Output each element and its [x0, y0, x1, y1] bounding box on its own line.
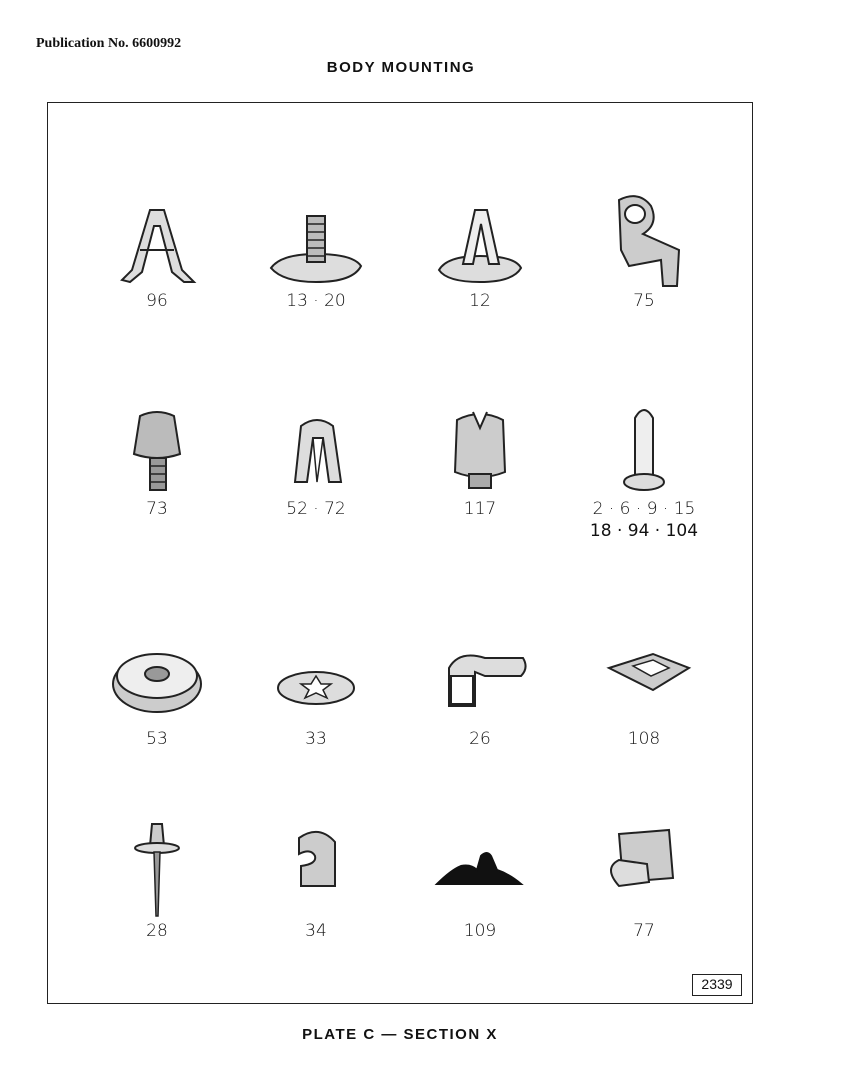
page-title: BODY MOUNTING [326, 59, 476, 76]
stud-plate-icon [261, 190, 371, 290]
part-label: 12 [469, 291, 491, 311]
part-item [226, 820, 406, 942]
star-washer-icon [261, 628, 371, 728]
part-label: 96 [146, 291, 168, 311]
part-item [390, 190, 570, 312]
plate-number: 2339 [692, 974, 742, 996]
part-label: 53 [146, 729, 168, 749]
part-item [67, 628, 247, 750]
part-label: 75 [633, 291, 655, 311]
part-label: 2 · 6 · 9 · 15 [592, 499, 696, 519]
part-item [390, 398, 570, 520]
part-item [554, 398, 734, 542]
part-item [67, 398, 247, 520]
grommet-icon [102, 628, 212, 728]
part-label: 52 · 72 [286, 499, 346, 519]
cage-nut-icon [589, 820, 699, 920]
part-item [554, 190, 734, 312]
hook-plate-icon [261, 820, 371, 920]
part-label-secondary: 18 · 94 · 104 [589, 521, 699, 541]
part-item [554, 628, 734, 750]
part-item [67, 820, 247, 942]
publication-number: Publication No. 6600992 [36, 36, 182, 51]
part-item [554, 820, 734, 942]
part-label: 108 [627, 729, 661, 749]
plate-footer: PLATE C — SECTION X [302, 1026, 498, 1043]
clip-a-frame-icon [102, 190, 212, 290]
ring-bracket-icon [589, 190, 699, 290]
part-item [226, 628, 406, 750]
part-item [67, 190, 247, 312]
seal-strip-icon [425, 820, 535, 920]
part-label: 26 [469, 729, 491, 749]
part-item [226, 398, 406, 520]
buffer-stud-icon [102, 398, 212, 498]
part-item [390, 628, 570, 750]
part-label: 117 [463, 499, 497, 519]
speed-nut-icon [589, 628, 699, 728]
part-item [390, 820, 570, 942]
push-fastener-icon [425, 398, 535, 498]
clip-base-icon [425, 190, 535, 290]
split-clip-icon [261, 398, 371, 498]
spring-clip-icon [425, 628, 535, 728]
part-label: 28 [146, 921, 168, 941]
part-label: 109 [463, 921, 497, 941]
part-label: 73 [146, 499, 168, 519]
rivet-pin-icon [102, 820, 212, 920]
part-label: 77 [633, 921, 655, 941]
part-item [226, 190, 406, 312]
plug-icon [589, 398, 699, 498]
part-label: 33 [305, 729, 327, 749]
part-label: 34 [305, 921, 327, 941]
part-label: 13 · 20 [286, 291, 346, 311]
